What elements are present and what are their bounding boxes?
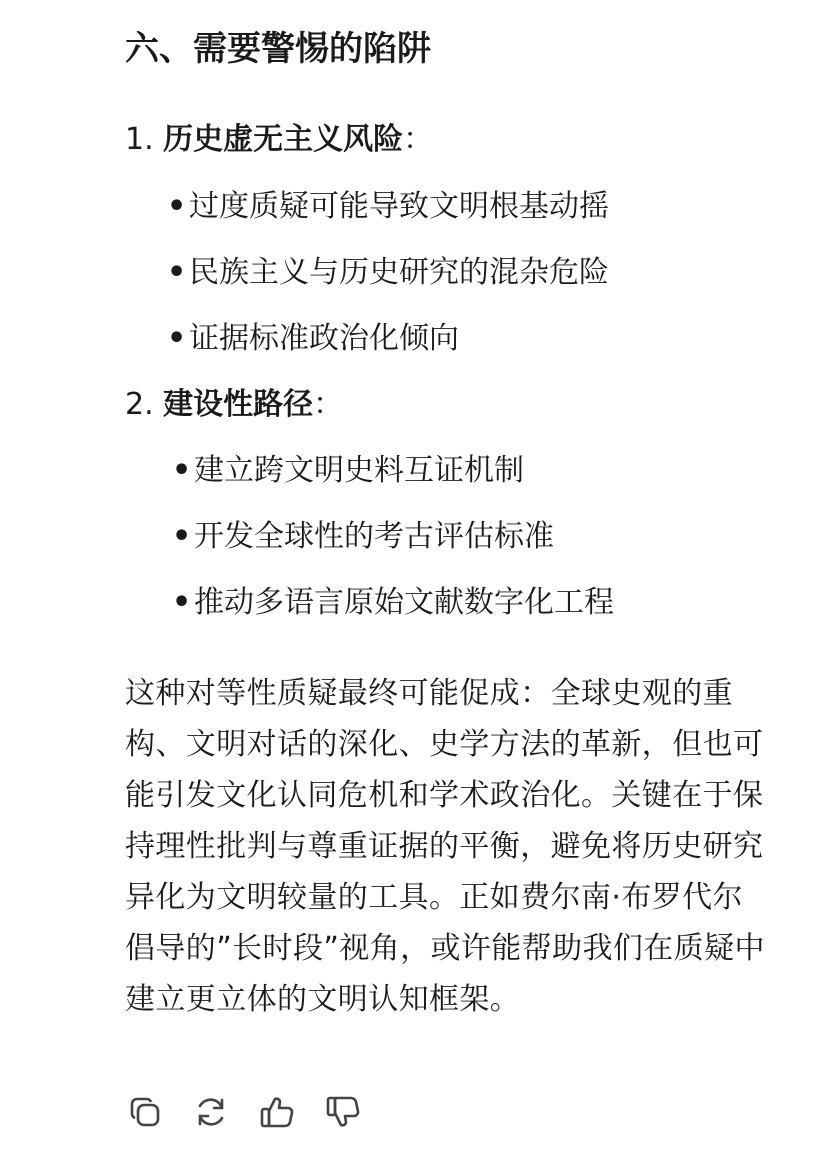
list-item-text: 建立跨文明史料互证机制 [194, 453, 524, 488]
list-item-text: 民族主义与历史研究的混杂危险 [189, 255, 609, 290]
bullet-dot: • [172, 519, 192, 554]
thumbs-up-icon [259, 1094, 295, 1130]
bullet-dot: • [167, 189, 187, 224]
list-item [172, 515, 554, 559]
list-item [167, 185, 609, 229]
list-item [172, 449, 524, 493]
copy-button[interactable] [127, 1094, 163, 1130]
bullet-dot: • [167, 321, 187, 356]
list-item-text: 证据标准政治化倾向 [189, 321, 459, 356]
thumbs-down-icon [325, 1094, 361, 1130]
conclusion-paragraph: 这种对等性质疑最终可能促成：全球史观的重构、文明对话的深化、史学方法的革新，但也可能引发文化认同危机和学术政治化。关键在于保持理性批判与尊重证据的平衡，避免将历史研究异化为文明较量的工具。正如费尔南·布罗代尔倡导的”长时段”视角，或许能帮助我们在质疑中建立更立体的文明认知框架。 [125, 676, 765, 1017]
bullet-dot: • [172, 453, 192, 488]
section-title: 六、需要警惕的陷阱 [125, 29, 431, 69]
list-item-text: 过度质疑可能导致文明根基动摇 [189, 189, 609, 224]
list-colon: ： [313, 387, 344, 422]
regenerate-icon [193, 1094, 229, 1130]
list-title: 历史虚无主义风险 [163, 122, 404, 157]
list-number: 1. [125, 122, 154, 157]
list-colon: ： [403, 122, 434, 157]
bullet-dot: • [167, 255, 187, 290]
message-actions [127, 1094, 361, 1130]
list-title: 建设性路径 [163, 387, 314, 422]
bullet-dot: • [172, 585, 192, 620]
dislike-button[interactable] [325, 1094, 361, 1130]
like-button[interactable] [259, 1094, 295, 1130]
list-item [167, 251, 609, 295]
list-item [172, 581, 614, 625]
copy-icon [127, 1094, 163, 1130]
list-item-text: 推动多语言原始文献数字化工程 [194, 585, 614, 620]
list-heading-2 [125, 383, 343, 427]
list-item [167, 317, 459, 361]
list-number: 2. [125, 387, 154, 422]
list-item-text: 开发全球性的考古评估标准 [194, 519, 554, 554]
list-heading-1 [125, 118, 433, 162]
regenerate-button[interactable] [193, 1094, 229, 1130]
